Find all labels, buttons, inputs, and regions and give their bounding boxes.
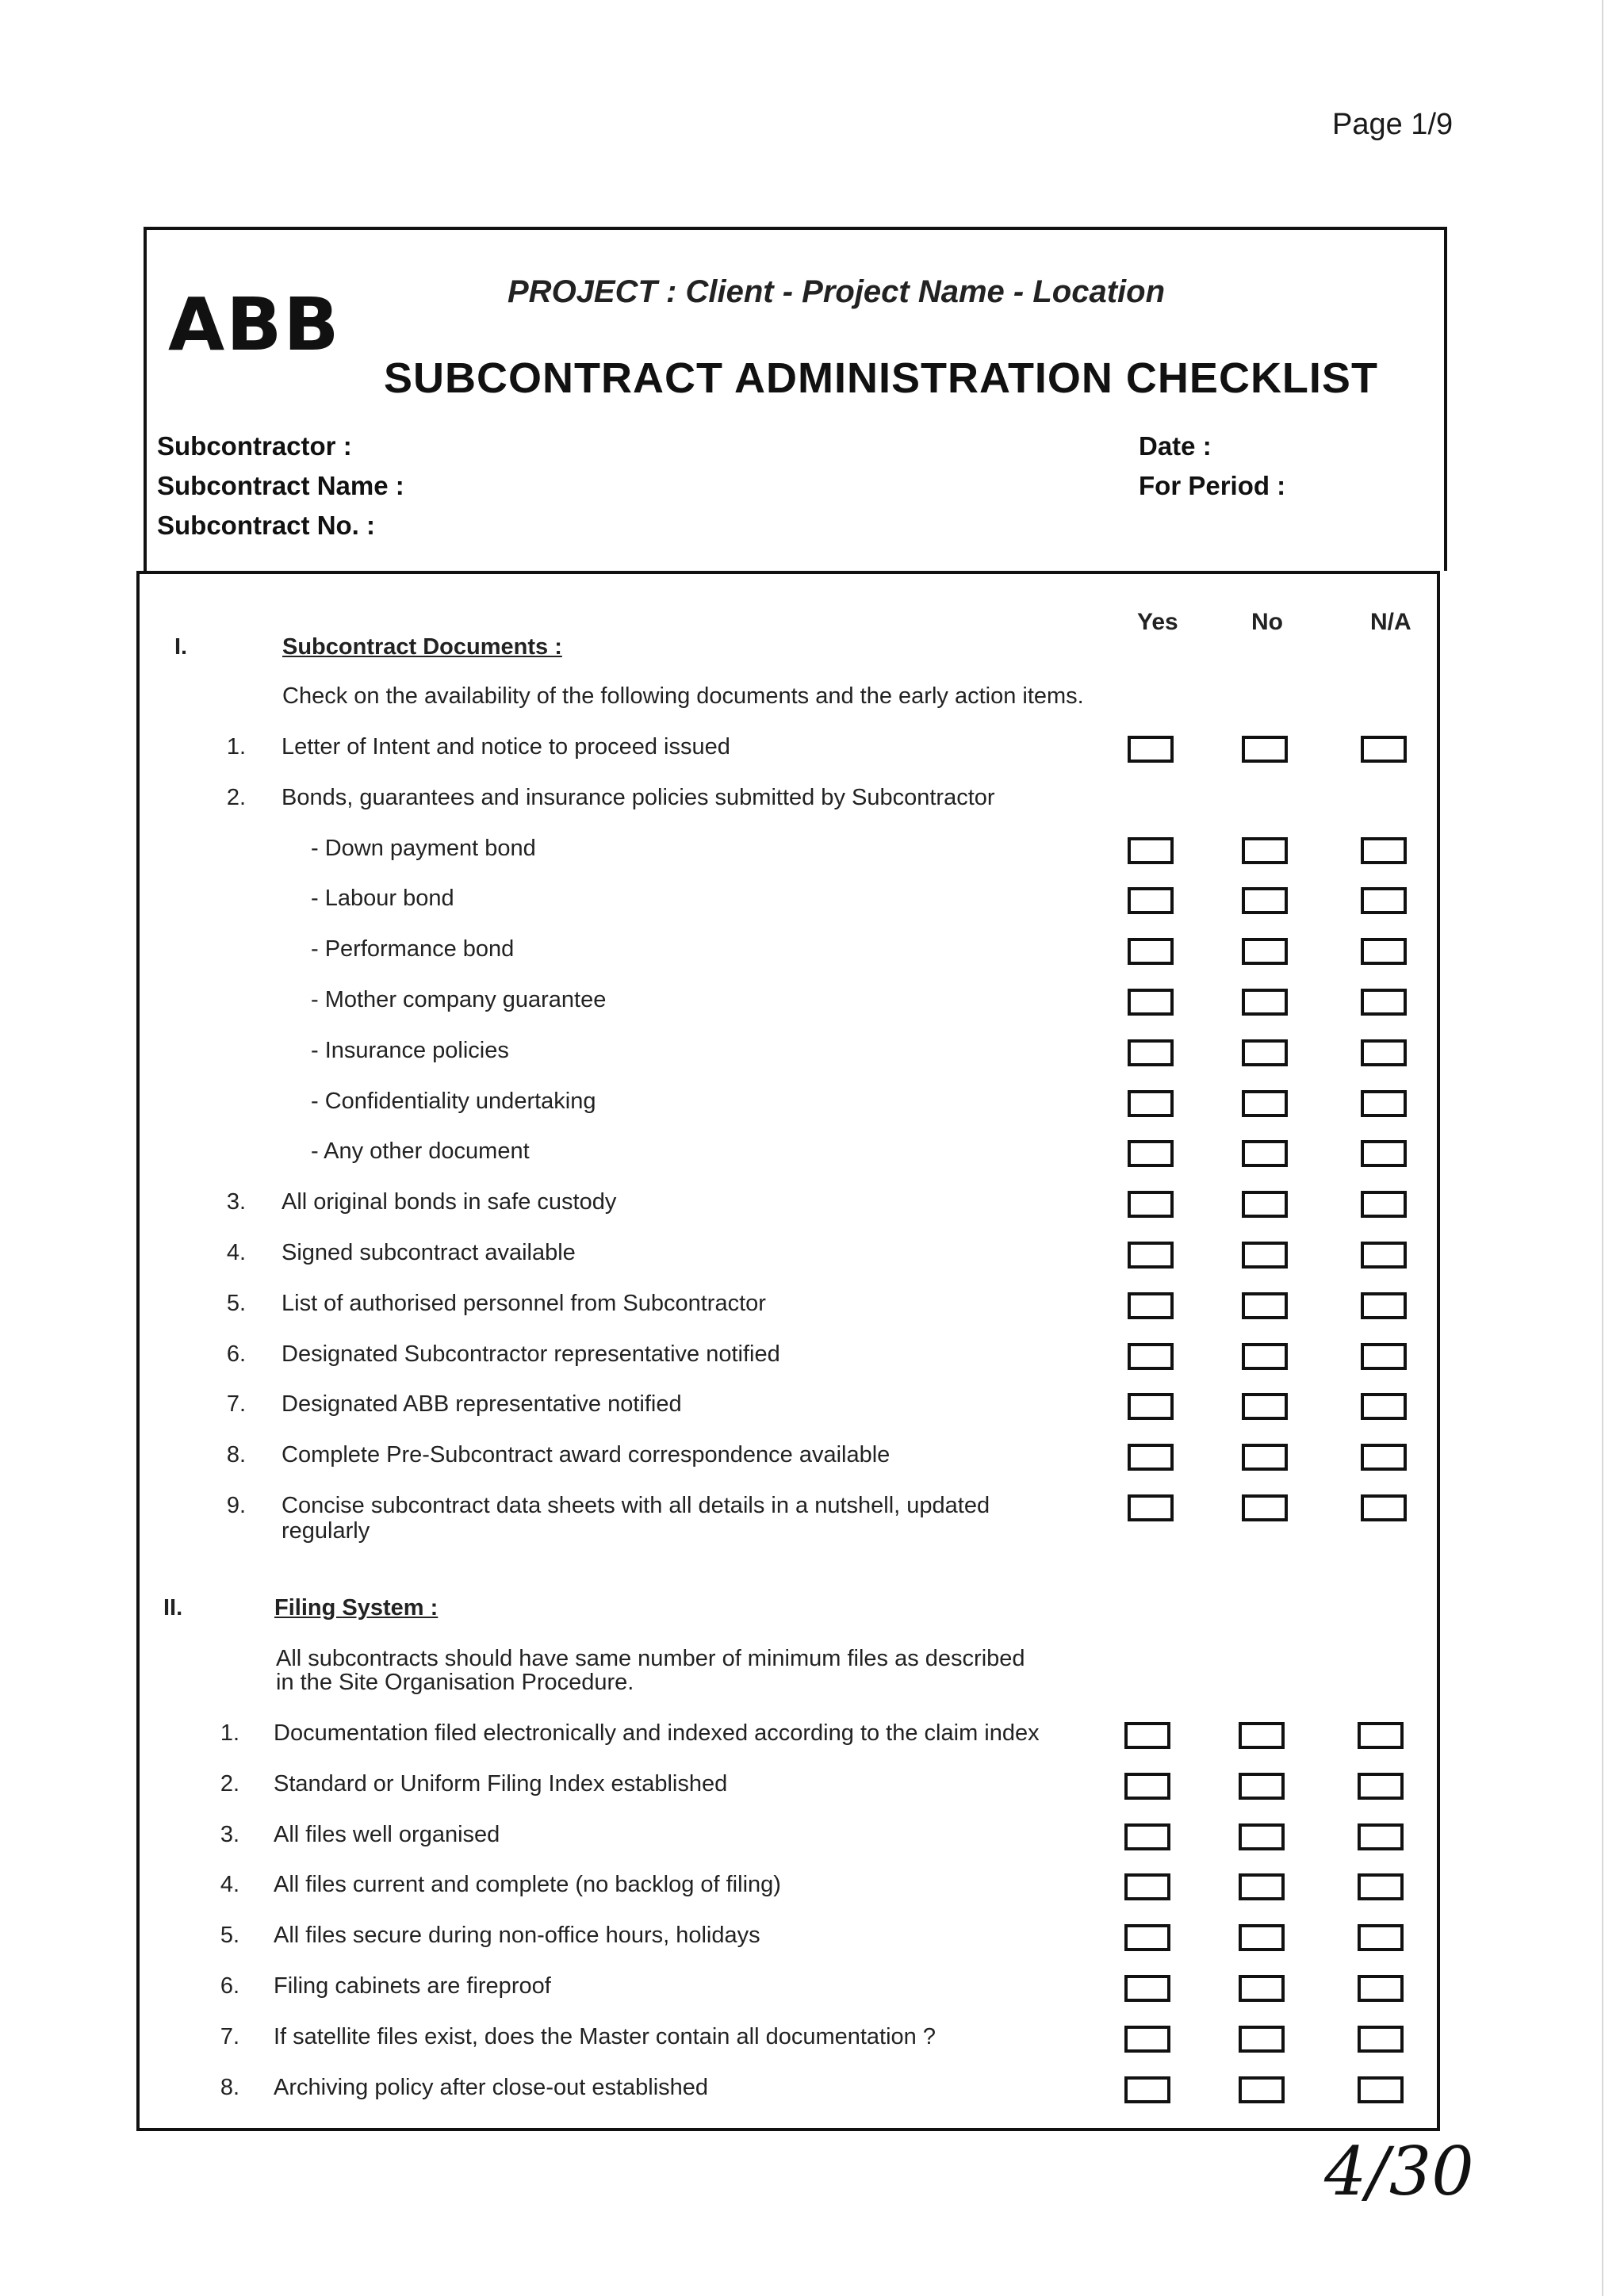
no-checkbox[interactable] <box>1242 887 1288 914</box>
no-checkbox[interactable] <box>1242 989 1288 1016</box>
na-checkbox[interactable] <box>1361 1191 1407 1218</box>
section-number: I. <box>174 634 188 660</box>
item-text-line2: regularly <box>282 1518 370 1544</box>
column-yes-header: Yes <box>1137 609 1178 635</box>
project-line: PROJECT : Client - Project Name - Location <box>508 274 1166 309</box>
item-text: All files secure during non-office hours, holidays <box>274 1923 760 1948</box>
yes-checkbox[interactable] <box>1124 2076 1170 2103</box>
yes-checkbox[interactable] <box>1128 938 1174 965</box>
item-text: Concise subcontract data sheets with all details in a nutshell, updated <box>282 1493 990 1518</box>
item-text: Archiving policy after close-out established <box>274 2075 709 2100</box>
na-checkbox[interactable] <box>1361 989 1407 1016</box>
section-intro: Check on the availability of the following documents and the early action items. <box>282 683 1084 709</box>
item-text: Complete Pre-Subcontract award correspondence available <box>282 1442 891 1468</box>
date-label: Date : <box>1139 431 1212 461</box>
sub-item-text: - Insurance policies <box>311 1038 509 1063</box>
na-checkbox[interactable] <box>1361 837 1407 864</box>
yes-checkbox[interactable] <box>1128 887 1174 914</box>
item-text: All original bonds in safe custody <box>282 1189 617 1215</box>
no-checkbox[interactable] <box>1242 1292 1288 1319</box>
item-number: 3. <box>220 1822 239 1847</box>
no-checkbox[interactable] <box>1242 1090 1288 1117</box>
sub-item-text: - Labour bond <box>311 886 454 911</box>
no-checkbox[interactable] <box>1239 1924 1285 1951</box>
na-checkbox[interactable] <box>1358 1823 1404 1850</box>
sub-item-text: - Down payment bond <box>311 836 536 861</box>
na-checkbox[interactable] <box>1361 1393 1407 1420</box>
item-number: 8. <box>226 1442 246 1468</box>
na-checkbox[interactable] <box>1361 1292 1407 1319</box>
item-number: 9. <box>226 1493 246 1518</box>
yes-checkbox[interactable] <box>1128 1191 1174 1218</box>
na-checkbox[interactable] <box>1361 1444 1407 1471</box>
item-text: Signed subcontract available <box>282 1240 576 1265</box>
subcontract-name-label: Subcontract Name : <box>157 471 404 500</box>
na-checkbox[interactable] <box>1361 887 1407 914</box>
item-text: Designated ABB representative notified <box>282 1391 682 1417</box>
section-number: II. <box>163 1595 183 1621</box>
sub-item-text: - Mother company guarantee <box>311 987 607 1012</box>
yes-checkbox[interactable] <box>1124 1773 1170 1800</box>
na-checkbox[interactable] <box>1358 1873 1404 1900</box>
yes-checkbox[interactable] <box>1124 1924 1170 1951</box>
page-number: Page 1/9 <box>1332 108 1454 141</box>
section-intro: All subcontracts should have same number of minimum files as described <box>276 1646 1025 1671</box>
item-number: 2. <box>226 785 246 810</box>
item-number: 4. <box>226 1240 246 1265</box>
na-checkbox[interactable] <box>1361 1090 1407 1117</box>
item-number: 3. <box>226 1189 246 1215</box>
item-number: 1. <box>220 1720 239 1746</box>
yes-checkbox[interactable] <box>1128 1494 1174 1521</box>
no-checkbox[interactable] <box>1239 1975 1285 2002</box>
no-checkbox[interactable] <box>1242 938 1288 965</box>
no-checkbox[interactable] <box>1242 1039 1288 1066</box>
na-checkbox[interactable] <box>1358 1924 1404 1951</box>
na-checkbox[interactable] <box>1358 1722 1404 1749</box>
yes-checkbox[interactable] <box>1128 1090 1174 1117</box>
yes-checkbox[interactable] <box>1128 1039 1174 1066</box>
yes-checkbox[interactable] <box>1128 837 1174 864</box>
item-text: Standard or Uniform Filing Index established <box>274 1771 728 1797</box>
item-number: 7. <box>220 2024 239 2049</box>
yes-checkbox[interactable] <box>1128 1292 1174 1319</box>
item-number: 8. <box>220 2075 239 2100</box>
item-text: Bonds, guarantees and insurance policies submitted by Subcontractor <box>282 785 995 810</box>
no-checkbox[interactable] <box>1239 2026 1285 2053</box>
yes-checkbox[interactable] <box>1124 1823 1170 1850</box>
yes-checkbox[interactable] <box>1128 1242 1174 1269</box>
for-period-label: For Period : <box>1139 471 1286 500</box>
item-number: 7. <box>226 1391 246 1417</box>
no-checkbox[interactable] <box>1242 837 1288 864</box>
na-checkbox[interactable] <box>1361 1242 1407 1269</box>
no-checkbox[interactable] <box>1242 1191 1288 1218</box>
handwritten-page-count: 4/30 <box>1324 2133 1474 2210</box>
item-text: If satellite files exist, does the Master contain all documentation ? <box>274 2024 936 2049</box>
no-checkbox[interactable] <box>1239 1722 1285 1749</box>
sub-item-text: - Performance bond <box>311 936 515 962</box>
no-checkbox[interactable] <box>1239 1773 1285 1800</box>
section-title: Filing System : <box>274 1595 439 1621</box>
checklist-title: SUBCONTRACT ADMINISTRATION CHECKLIST <box>384 354 1378 402</box>
no-checkbox[interactable] <box>1242 1140 1288 1167</box>
no-checkbox[interactable] <box>1242 1393 1288 1420</box>
yes-checkbox[interactable] <box>1128 1393 1174 1420</box>
na-checkbox[interactable] <box>1358 1773 1404 1800</box>
no-checkbox[interactable] <box>1239 2076 1285 2103</box>
no-checkbox[interactable] <box>1239 1873 1285 1900</box>
item-number: 4. <box>220 1872 239 1897</box>
page-edge-line <box>1602 0 1603 2296</box>
yes-checkbox[interactable] <box>1124 1873 1170 1900</box>
subcontract-no-label: Subcontract No. : <box>157 511 376 540</box>
na-checkbox[interactable] <box>1361 736 1407 763</box>
item-number: 1. <box>226 734 246 760</box>
na-checkbox[interactable] <box>1361 1343 1407 1370</box>
item-number: 6. <box>220 1973 239 1999</box>
column-na-header: N/A <box>1370 609 1411 635</box>
yes-checkbox[interactable] <box>1128 1140 1174 1167</box>
item-text: All files well organised <box>274 1822 500 1847</box>
item-text: Filing cabinets are fireproof <box>274 1973 551 1999</box>
na-checkbox[interactable] <box>1358 2076 1404 2103</box>
yes-checkbox[interactable] <box>1124 1722 1170 1749</box>
na-checkbox[interactable] <box>1361 1039 1407 1066</box>
na-checkbox[interactable] <box>1361 1140 1407 1167</box>
item-number: 5. <box>220 1923 239 1948</box>
yes-checkbox[interactable] <box>1124 2026 1170 2053</box>
sub-item-text: - Confidentiality undertaking <box>311 1089 596 1114</box>
item-text: Documentation filed electronically and indexed according to the claim index <box>274 1720 1040 1746</box>
item-text: List of authorised personnel from Subcontractor <box>282 1291 766 1316</box>
item-text: Designated Subcontractor representative notified <box>282 1341 780 1367</box>
section-intro-line2: in the Site Organisation Procedure. <box>276 1670 634 1695</box>
item-number: 2. <box>220 1771 239 1797</box>
no-checkbox[interactable] <box>1242 1343 1288 1370</box>
item-number: 6. <box>226 1341 246 1367</box>
item-text: Letter of Intent and notice to proceed issued <box>282 734 730 760</box>
yes-checkbox[interactable] <box>1128 736 1174 763</box>
section-title: Subcontract Documents : <box>282 634 562 660</box>
no-checkbox[interactable] <box>1239 1823 1285 1850</box>
no-checkbox[interactable] <box>1242 736 1288 763</box>
yes-checkbox[interactable] <box>1128 1444 1174 1471</box>
yes-checkbox[interactable] <box>1128 989 1174 1016</box>
na-checkbox[interactable] <box>1361 1494 1407 1521</box>
item-text: All files current and complete (no backlog of filing) <box>274 1872 781 1897</box>
no-checkbox[interactable] <box>1242 1242 1288 1269</box>
subcontractor-label: Subcontractor : <box>157 431 352 461</box>
no-checkbox[interactable] <box>1242 1494 1288 1521</box>
na-checkbox[interactable] <box>1358 2026 1404 2053</box>
yes-checkbox[interactable] <box>1124 1975 1170 2002</box>
abb-logo: ABB <box>168 282 341 367</box>
sub-item-text: - Any other document <box>311 1138 530 1164</box>
yes-checkbox[interactable] <box>1128 1343 1174 1370</box>
no-checkbox[interactable] <box>1242 1444 1288 1471</box>
na-checkbox[interactable] <box>1361 938 1407 965</box>
item-number: 5. <box>226 1291 246 1316</box>
na-checkbox[interactable] <box>1358 1975 1404 2002</box>
column-no-header: No <box>1251 609 1283 635</box>
